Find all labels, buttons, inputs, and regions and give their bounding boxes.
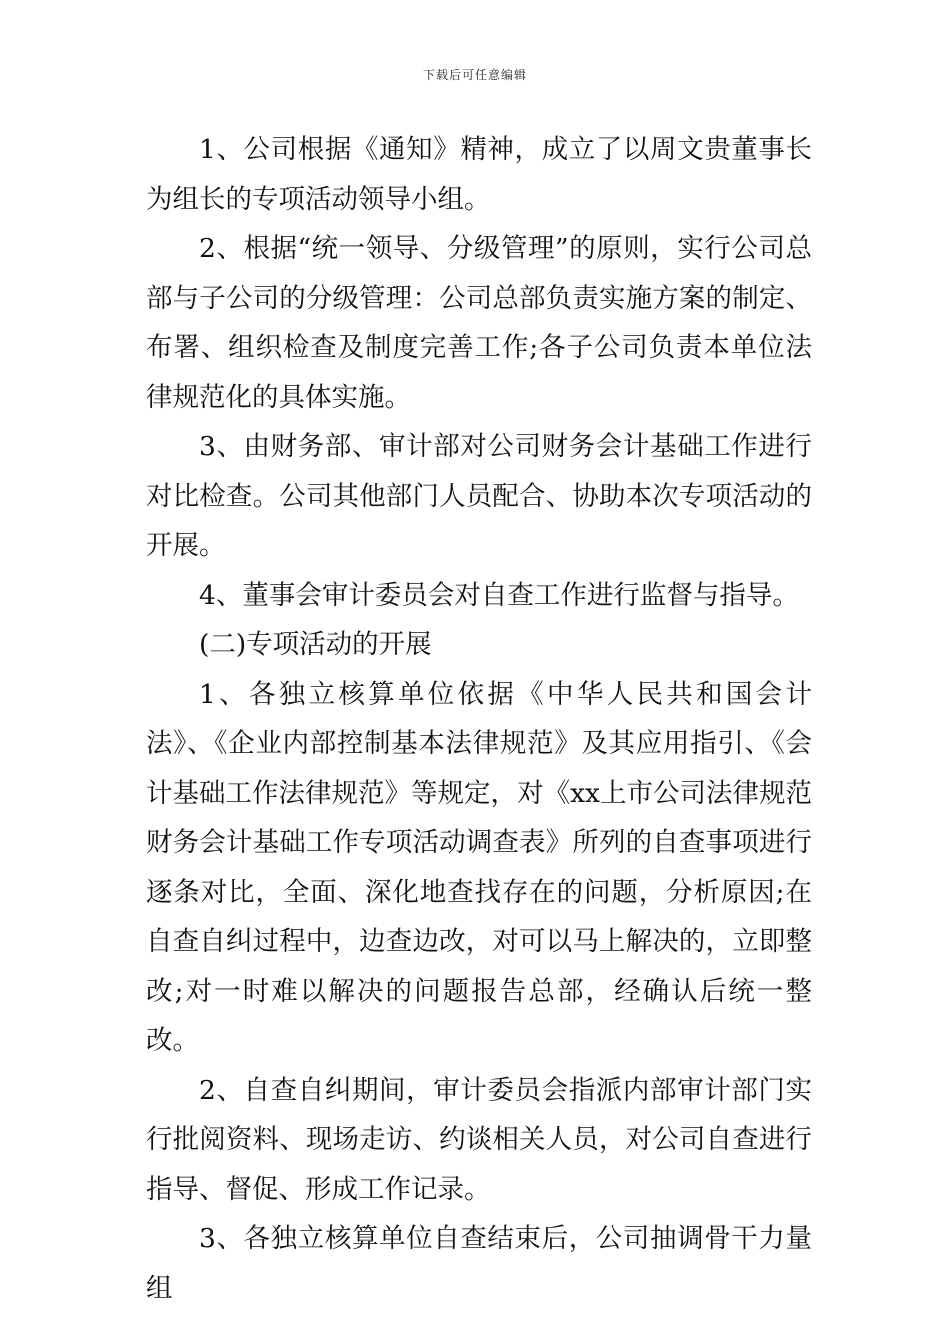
- page-header: 下载后可任意编辑: [422, 68, 527, 82]
- paragraph-after-self-check: 3、各独立核算单位自查结束后，公司抽调骨干力量组: [146, 1223, 812, 1304]
- paragraph-internal-audit: 2、自查自纠期间，审计委员会指派内部审计部门实行批阅资料、现场走访、约谈相关人员，对公司自查进行指导、督促、形成工作记录。: [146, 1074, 812, 1205]
- paragraph-self-inspection: 1、各独立核算单位依据《中华人民共和国会计法》、《企业内部控制基本法律规范》及其应用指引、《会计基础工作法律规范》等规定，对《xx上市公司法律规范财务会计基础工作专项活动调查表》所列的自查事项进行逐条对比，全面、深化地查找存在的问题，分析原因;在自查自纠过程中，边查边改，对可以马上解决的，立即整改;对一时难以解决的问题报告总部，经确认后统一整改。: [146, 678, 812, 1056]
- document-body: [146, 125, 812, 1313]
- section-heading: (二)专项活动的开展: [199, 629, 432, 660]
- paragraph-finance-audit-check: 3、由财务部、审计部对公司财务会计基础工作进行对比检查。公司其他部门人员配合、协助本次专项活动的开展。: [146, 431, 812, 561]
- paragraph-audit-committee: 4、董事会审计委员会对自查工作进行监督与指导。: [199, 579, 799, 611]
- paragraph-tiered-management: 2、根据“统一领导、分级管理”的原则，实行公司总部与子公司的分级管理：公司总部负责实施方案的制定、布署、组织检查及制度完善工作;各子公司负责本单位法律规范化的具体实施。: [146, 233, 812, 413]
- paragraph-leadership-group: 1、公司根据《通知》精神，成立了以周文贵董事长为组长的专项活动领导小组。: [146, 134, 812, 215]
